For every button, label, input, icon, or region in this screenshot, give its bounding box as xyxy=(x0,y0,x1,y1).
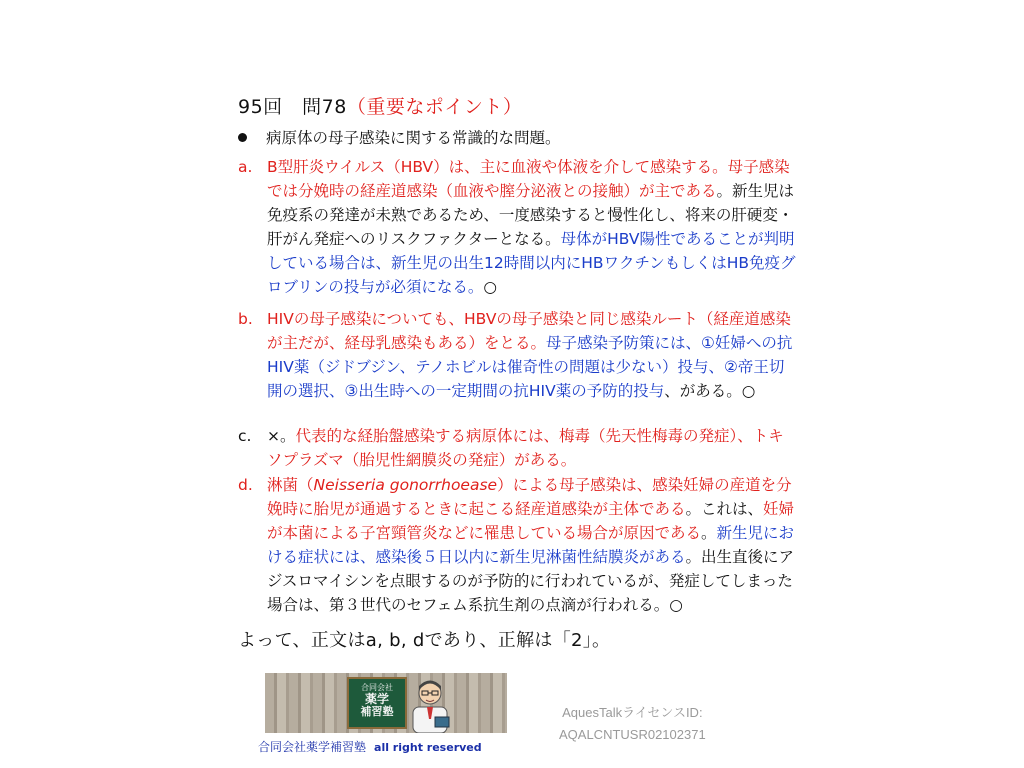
bullet-dot-icon xyxy=(238,133,247,142)
license-line-1: AquesTalkライセンスID: xyxy=(562,705,703,720)
item-d-black-2: 。 xyxy=(701,524,717,542)
item-d-red-1: 淋菌（ xyxy=(267,476,314,494)
title-prefix: 95回 問78 xyxy=(238,96,347,118)
item-c xyxy=(238,424,798,472)
conclusion: よって、正文はa, b, dであり、正解は「2」。 xyxy=(238,630,611,651)
item-d-red-3: 妊婦が本菌による子宮頸管炎などに罹患している場合が原因である xyxy=(267,500,795,542)
item-c-text xyxy=(267,424,798,472)
item-a-blue: 母体がHBV陽性であることが判明している場合は、新生児の出生12時間以内にHBワクチンもしくはHB免疫グロブリンの投与が必須になる。 xyxy=(267,230,796,296)
item-b-label: b. xyxy=(238,310,253,328)
item-a-text xyxy=(267,155,798,299)
board-line-3: 補習塾 xyxy=(360,705,394,718)
item-b xyxy=(238,307,798,403)
title-accent: （重要なポイント） xyxy=(346,96,523,118)
credit-name: 合同会社薬学補習塾 xyxy=(258,740,367,754)
item-d xyxy=(238,473,798,617)
item-d-red-2: ）による母子感染は、感染妊婦の産道を分娩時に胎児が通過するときに起こる経産道感染が主体である xyxy=(267,476,792,518)
item-c-label: c. xyxy=(238,427,252,445)
item-a-label: a. xyxy=(238,158,253,176)
item-d-blue: 新生児における症状には、感染後５日以内に新生児淋菌性結膜炎がある xyxy=(267,524,795,566)
item-c-red: 代表的な経胎盤感染する病原体には、梅毒（先天性梅毒の発症）、トキソプラズマ（胎児性網膜炎の発症）がある。 xyxy=(267,427,784,469)
chalkboard-logo xyxy=(347,677,407,729)
board-line-1: 合同会社 xyxy=(361,683,393,692)
bullet-point xyxy=(238,126,561,148)
credit-line xyxy=(258,738,482,755)
item-b-black: 、がある。○ xyxy=(664,382,756,400)
logo-banner xyxy=(265,673,507,733)
item-d-label: d. xyxy=(238,476,253,494)
item-b-blue: 母子感染予防策には、①妊婦への抗HIV薬（ジドブジン、テノホビルは催奇性の問題は少ない）投与、②帝王切開の選択、③出生時への一定期間の抗HIV薬の予防的投与 xyxy=(267,334,793,400)
item-c-mark: ×。 xyxy=(267,427,296,445)
license-line-2: AQALCNTUSR02102371 xyxy=(559,727,706,742)
item-b-text xyxy=(267,307,798,403)
item-d-black-3: 。出生直後にアジスロマイシンを点眼するのが予防的に行われているが、発症してしまった場合は、第３世代のセフェム系抗生剤の点滴が行われる。○ xyxy=(267,548,795,614)
item-d-species: Neisseria gonorrhoease xyxy=(313,476,498,494)
item-b-red: HIVの母子感染についても、HBVの母子感染と同じ感染ルート（経産道感染が主だが、経母乳感染もある）をとる。 xyxy=(267,310,791,352)
credit-rights: all right reserved xyxy=(374,741,482,754)
bullet-text: 病原体の母子感染に関する常識的な問題。 xyxy=(266,129,561,147)
teacher-illustration-icon xyxy=(405,673,455,733)
license-id xyxy=(559,702,706,746)
item-d-text xyxy=(267,473,798,617)
item-d-black-1: 。これは、 xyxy=(685,500,764,518)
page-title xyxy=(238,92,522,119)
item-a xyxy=(238,155,798,299)
board-line-2: 薬学 xyxy=(364,692,389,706)
item-a-red: B型肝炎ウイルス（HBV）は、主に血液や体液を介して感染する。母子感染では分娩時の経産道感染（血液や膣分泌液との接触）が主である xyxy=(267,158,790,200)
item-a-mark: ○ xyxy=(483,278,497,296)
item-a-black: 。新生児は免疫系の発達が未熟であるため、一度感染すると慢性化し、将来の肝硬変・肝がん発症へのリスクファクターとなる。 xyxy=(267,182,795,248)
